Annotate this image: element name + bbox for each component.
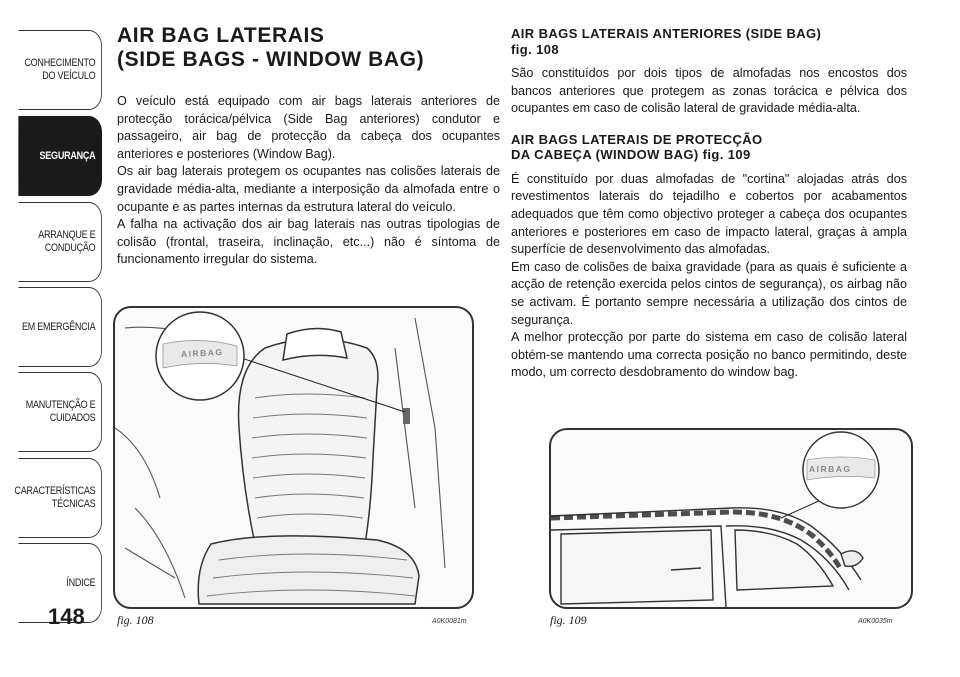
page-number: 148 [48, 604, 85, 629]
section-title-side-bag [511, 26, 907, 57]
paragraph: O veículo está equipado com air bags laterais anteriores de protecção torácica/pélvica (Side Bag anteriores) condutor e passageiro, air bag de protecção da cabeça dos ocupantes anteriores e posteriores (Window Bag). [117, 94, 500, 161]
paragraph: Em caso de colisões de baixa gravidade (para as quais é suficiente a acção de retenção exercida pelos cintos de segurança), os airbag não se activam. É portanto sempre necessária a utilização dos cintos de segurança. [511, 259, 907, 327]
tab-caracteristicas-tecnicas[interactable] [14, 458, 102, 538]
tab-manutencao-e-cuidados[interactable] [18, 372, 102, 452]
tab-arranque-e-conducao[interactable] [18, 202, 102, 282]
figure-109-caption: fig. 109 [550, 613, 587, 627]
seat-drawing [115, 308, 472, 607]
section-title-line1: AIR BAGS LATERAIS DE PROTECÇÃO [511, 131, 763, 147]
paragraph: É constituído por duas almofadas de "cortina" alojadas atrás dos revestimentos laterais do tejadilho e cobertos por acabamentos adequados que têm como objectivo proteger a cabeça dos ocupantes anteriores e posteriores em caso de impacto lateral, graças à ampla superfície de desenvolvimento das almofadas. [511, 171, 907, 257]
tab-em-emergencia[interactable] [18, 287, 102, 367]
tab-label: CONHECIMENTO DO VEÍCULO [24, 57, 96, 82]
page-title [117, 24, 424, 72]
section-title-window-bag [511, 132, 907, 163]
tab-label: CARACTERÍSTICAS TÉCNICAS [14, 485, 96, 510]
tab-seguranca[interactable] [18, 116, 102, 196]
airbag-badge-108: AIRBAG [180, 346, 224, 360]
figure-108-caption: fig. 108 [117, 613, 154, 627]
section-title-line2: DA CABEÇA (WINDOW BAG) fig. 109 [511, 147, 751, 163]
page-title-line1: AIR BAG LATERAIS [117, 24, 325, 47]
car-drawing [551, 430, 911, 607]
paragraph: São constituídos por dois tipos de almofadas nos encostos dos bancos anteriores que protegem as zonas torácica e pélvica dos ocupantes em caso de colisão lateral de gravidade média-alta. [511, 66, 907, 116]
tab-label: EM EMERGÊNCIA [21, 320, 96, 333]
section-title-line2: fig. 108 [511, 41, 559, 57]
tab-label: MANUTENÇÃO E CUIDADOS [25, 399, 96, 424]
tab-label: ARRANQUE E CONDUÇÃO [38, 229, 96, 254]
figure-109-window-bag-illustration [549, 428, 913, 609]
paragraph: Os air bag laterais protegem os ocupantes nas colisões laterais de gravidade média-alta, mediante a interposição da almofada entre o ocupante e as partes internas da estrutura lateral do veículo. [117, 164, 500, 214]
tab-label: SEGURANÇA [39, 149, 96, 162]
airbag-badge-109: AIRBAG [809, 464, 852, 474]
figure-108-code: A0K0081m [432, 618, 467, 625]
left-body [117, 93, 500, 269]
page-title-line2: (SIDE BAGS - WINDOW BAG) [117, 48, 425, 71]
side-airbag-tag [403, 408, 410, 424]
paragraph: A melhor protecção por parte do sistema em caso de colisão lateral obtém-se mantendo uma correcta posição no banco permitindo, deste modo, um correcto desdobramento do window bag. [511, 330, 907, 380]
chapter-sidebar [0, 0, 104, 677]
tab-label: ÍNDICE [66, 576, 96, 589]
right-body [511, 26, 907, 382]
figure-108-seat-illustration [113, 306, 474, 609]
section-title-line1: AIR BAGS LATERAIS ANTERIORES (SIDE BAG) [511, 26, 822, 41]
figure-109-code: A0K0035m [858, 618, 893, 625]
paragraph: A falha na activação dos air bag laterais nas outras tipologias de colisão (frontal, traseira, inclinação, etc...) não é síntoma de funcionamento irregular do sistema. [117, 217, 500, 267]
tab-conhecimento-do-veiculo[interactable] [18, 30, 102, 110]
